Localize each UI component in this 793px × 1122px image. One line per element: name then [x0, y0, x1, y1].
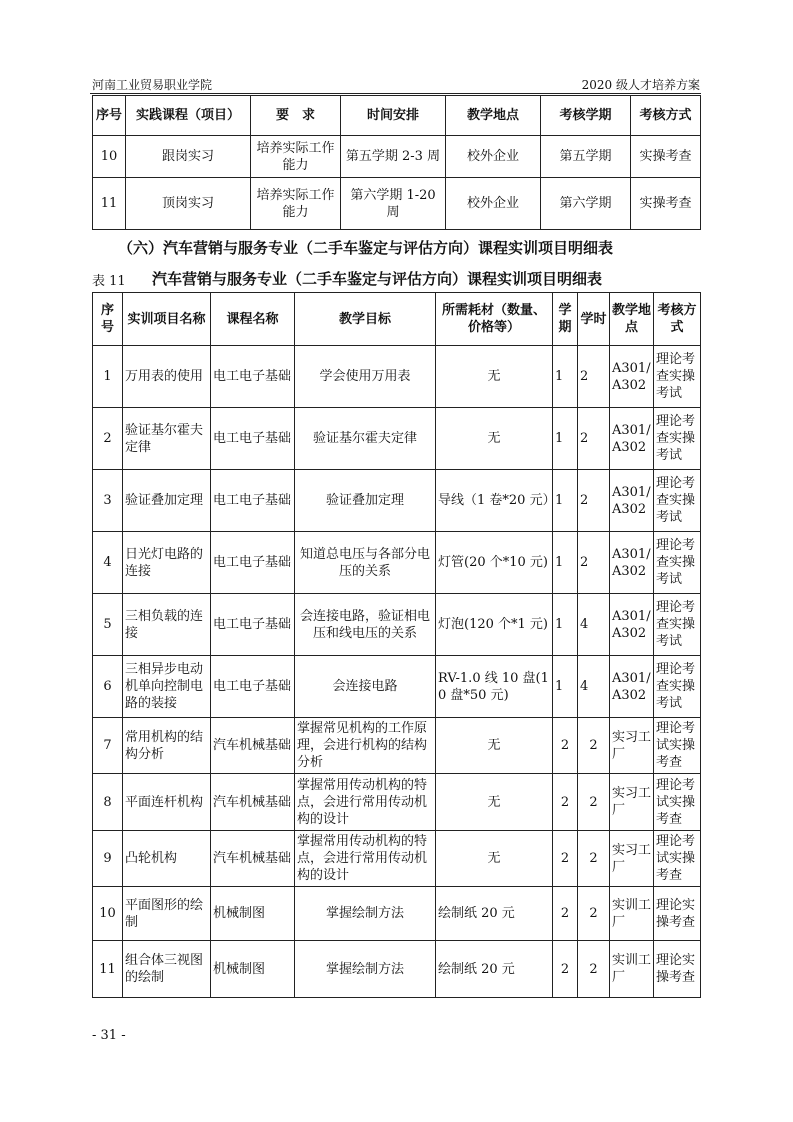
table-cell: 汽车机械基础: [211, 831, 295, 887]
table-cell: 平面连杆机构: [123, 774, 211, 831]
table-cell: 8: [93, 774, 123, 831]
table-cell: 理论考试实操考查: [654, 831, 701, 887]
table-row: [93, 718, 701, 774]
header-plan: 2020 级人才培养方案: [581, 78, 700, 92]
table-cell: 校外企业: [446, 178, 541, 230]
table-cell: 1: [553, 532, 578, 594]
table-cell: 灯管(20 个*10 元): [436, 532, 553, 594]
table-cell: 掌握常用传动机构的特点，会进行常用传动机构的设计: [295, 831, 436, 887]
table-cell: A301/A302: [610, 594, 654, 656]
table-cell: 理论考查实操考试: [654, 470, 701, 532]
table-cell: 理论考查实操考试: [654, 532, 701, 594]
table-cell: 1: [553, 470, 578, 532]
column-header: 时间安排: [341, 96, 446, 136]
table-cell: 验证基尔霍夫定律: [295, 408, 436, 470]
table-cell: 培养实际工作能力: [251, 136, 341, 178]
table-cell: 汽车机械基础: [211, 718, 295, 774]
table-cell: 理论考试实操考查: [654, 718, 701, 774]
table-cell: A301/A302: [610, 532, 654, 594]
table-cell: 1: [93, 346, 123, 408]
table-cell: 电工电子基础: [211, 346, 295, 408]
table-caption-label: 表 11: [92, 274, 126, 289]
table-cell: 实操考查: [631, 178, 701, 230]
table-row: [93, 774, 701, 831]
table-cell: 组合体三视图的绘制: [123, 941, 211, 998]
table-cell: 电工电子基础: [211, 656, 295, 718]
table-row: [93, 136, 701, 178]
table-cell: 理论考试实操考查: [654, 774, 701, 831]
table-cell: 验证叠加定理: [295, 470, 436, 532]
header-divider: [90, 93, 701, 94]
column-header: 要 求: [251, 96, 341, 136]
table-cell: 2: [553, 941, 578, 998]
table-row: [93, 470, 701, 532]
column-header: 序号: [93, 293, 123, 346]
table-cell: 7: [93, 718, 123, 774]
table-cell: 导线（1 卷*20 元）: [436, 470, 553, 532]
table-cell: 无: [436, 774, 553, 831]
table-cell: 4: [578, 594, 610, 656]
table-cell: A301/A302: [610, 408, 654, 470]
table-cell: 1: [553, 656, 578, 718]
table-cell: 三相负载的连接: [123, 594, 211, 656]
table-cell: 2: [553, 831, 578, 887]
column-header: 实践课程（项目）: [126, 96, 251, 136]
practice-table: [92, 95, 701, 230]
table-cell: 无: [436, 718, 553, 774]
table-cell: 实操考查: [631, 136, 701, 178]
table-cell: 2: [578, 887, 610, 941]
table-cell: 凸轮机构: [123, 831, 211, 887]
column-header: 考核学期: [541, 96, 631, 136]
table-cell: 验证叠加定理: [123, 470, 211, 532]
table-cell: 无: [436, 408, 553, 470]
table-cell: 知道总电压与各部分电压的关系: [295, 532, 436, 594]
table-cell: 掌握常见机构的工作原理，会进行机构的结构分析: [295, 718, 436, 774]
table-cell: 2: [578, 346, 610, 408]
table-cell: 会连接电路: [295, 656, 436, 718]
table-cell: 理论考查实操考试: [654, 408, 701, 470]
table-cell: 掌握常用传动机构的特点，会进行常用传动机构的设计: [295, 774, 436, 831]
table-cell: 万用表的使用: [123, 346, 211, 408]
table-cell: 常用机构的结构分析: [123, 718, 211, 774]
table-cell: 无: [436, 346, 553, 408]
table-row: [93, 594, 701, 656]
column-header: 学期: [553, 293, 578, 346]
page-number: - 31 -: [92, 1028, 126, 1043]
table-cell: 理论考查实操考试: [654, 346, 701, 408]
table-cell: 实习工厂: [610, 718, 654, 774]
table-cell: 跟岗实习: [126, 136, 251, 178]
training-table: [92, 292, 701, 998]
table-cell: 掌握绘制方法: [295, 941, 436, 998]
table-cell: RV-1.0 线 10 盘(10 盘*50 元): [436, 656, 553, 718]
table-row: [93, 941, 701, 998]
table-cell: 无: [436, 831, 553, 887]
table-row: [93, 831, 701, 887]
table-row: [93, 532, 701, 594]
table-cell: 理论实操考查: [654, 941, 701, 998]
table-cell: 第六学期 1-20 周: [341, 178, 446, 230]
table-cell: 2: [578, 470, 610, 532]
column-header: 教学目标: [295, 293, 436, 346]
table-cell: 日光灯电路的连接: [123, 532, 211, 594]
table-cell: 10: [93, 887, 123, 941]
table-cell: 实训工厂: [610, 941, 654, 998]
table-cell: 2: [578, 774, 610, 831]
table-row: [93, 656, 701, 718]
table-cell: 2: [553, 887, 578, 941]
table-cell: 11: [93, 941, 123, 998]
table-cell: 3: [93, 470, 123, 532]
table-cell: 电工电子基础: [211, 408, 295, 470]
table-cell: 2: [578, 408, 610, 470]
column-header: 所需耗材（数量、价格等）: [436, 293, 553, 346]
table-row: [93, 178, 701, 230]
table-cell: 第五学期: [541, 136, 631, 178]
table-cell: 理论考查实操考试: [654, 594, 701, 656]
column-header: 实训项目名称: [123, 293, 211, 346]
section-title: （六）汽车营销与服务专业（二手车鉴定与评估方向）课程实训项目明细表: [118, 239, 614, 257]
table-cell: 9: [93, 831, 123, 887]
column-header: 教学地点: [446, 96, 541, 136]
table-cell: A301/A302: [610, 346, 654, 408]
table-cell: 2: [578, 941, 610, 998]
column-header: 考核方式: [631, 96, 701, 136]
table-cell: 1: [553, 408, 578, 470]
table-cell: 实训工厂: [610, 887, 654, 941]
table-cell: 电工电子基础: [211, 532, 295, 594]
table-cell: 2: [553, 718, 578, 774]
table-cell: 绘制纸 20 元: [436, 887, 553, 941]
table-cell: 4: [578, 656, 610, 718]
table-cell: 三相异步电动机单向控制电路的装接: [123, 656, 211, 718]
table-cell: 汽车机械基础: [211, 774, 295, 831]
table-cell: 第五学期 2-3 周: [341, 136, 446, 178]
table-cell: 2: [93, 408, 123, 470]
table-cell: 电工电子基础: [211, 470, 295, 532]
table-cell: 平面图形的绘制: [123, 887, 211, 941]
header-school: 河南工业贸易职业学院: [92, 78, 213, 92]
table-cell: 验证基尔霍夫定律: [123, 408, 211, 470]
table-cell: 学会使用万用表: [295, 346, 436, 408]
table-cell: 实习工厂: [610, 774, 654, 831]
table-cell: 2: [578, 532, 610, 594]
table-cell: A301/A302: [610, 470, 654, 532]
table-cell: 机械制图: [211, 941, 295, 998]
table-cell: 理论实操考查: [654, 887, 701, 941]
table-cell: 4: [93, 532, 123, 594]
column-header: 课程名称: [211, 293, 295, 346]
table-row: [93, 346, 701, 408]
table-caption-title: 汽车营销与服务专业（二手车鉴定与评估方向）课程实训项目明细表: [152, 270, 603, 288]
table-cell: 第六学期: [541, 178, 631, 230]
table-cell: 电工电子基础: [211, 594, 295, 656]
column-header: 学时: [578, 293, 610, 346]
column-header: 序号: [93, 96, 126, 136]
table-cell: 2: [578, 718, 610, 774]
table-cell: 实习工厂: [610, 831, 654, 887]
table-cell: 1: [553, 594, 578, 656]
table-row: [93, 408, 701, 470]
table-cell: 培养实际工作能力: [251, 178, 341, 230]
table-cell: 1: [553, 346, 578, 408]
column-header: 考核方式: [654, 293, 701, 346]
table-cell: 顶岗实习: [126, 178, 251, 230]
table-cell: 10: [93, 136, 126, 178]
table-cell: 校外企业: [446, 136, 541, 178]
table-cell: 理论考查实操考试: [654, 656, 701, 718]
table-cell: 5: [93, 594, 123, 656]
table-cell: 2: [578, 831, 610, 887]
table-cell: 机械制图: [211, 887, 295, 941]
table-cell: 会连接电路，验证相电压和线电压的关系: [295, 594, 436, 656]
table-row: [93, 887, 701, 941]
table-cell: 6: [93, 656, 123, 718]
table-cell: 掌握绘制方法: [295, 887, 436, 941]
table-cell: 2: [553, 774, 578, 831]
table-cell: 11: [93, 178, 126, 230]
column-header: 教学地点: [610, 293, 654, 346]
table-cell: A301/A302: [610, 656, 654, 718]
table-cell: 绘制纸 20 元: [436, 941, 553, 998]
table-cell: 灯泡(120 个*1 元): [436, 594, 553, 656]
